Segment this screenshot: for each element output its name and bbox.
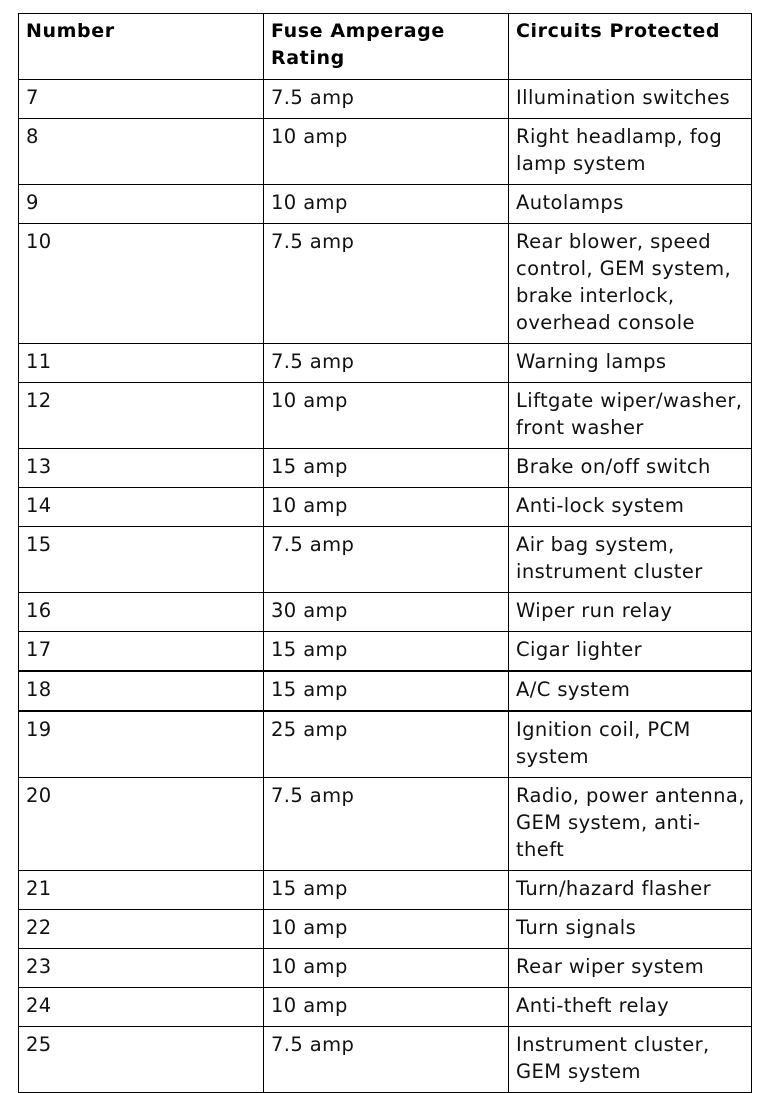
table-row — [19, 949, 752, 988]
cell-number: 22 — [19, 910, 264, 949]
table-row — [19, 344, 752, 383]
cell-circuits-protected: Radio, power antenna, GEM system, anti-theft — [509, 778, 752, 871]
table-body — [19, 80, 752, 1093]
cell-fuse-rating: 7.5 amp — [264, 224, 509, 344]
cell-number: 9 — [19, 185, 264, 224]
table-row — [19, 1027, 752, 1093]
cell-circuits-protected: Illumination switches — [509, 80, 752, 119]
cell-fuse-rating: 7.5 amp — [264, 778, 509, 871]
table-row — [19, 80, 752, 119]
cell-fuse-rating: 15 amp — [264, 871, 509, 910]
table-row — [19, 910, 752, 949]
cell-circuits-protected: A/C system — [509, 671, 752, 711]
cell-fuse-rating: 15 amp — [264, 632, 509, 672]
cell-number: 21 — [19, 871, 264, 910]
cell-circuits-protected: Liftgate wiper/washer, front washer — [509, 383, 752, 449]
cell-number: 7 — [19, 80, 264, 119]
cell-number: 14 — [19, 488, 264, 527]
cell-circuits-protected: Anti-lock system — [509, 488, 752, 527]
cell-circuits-protected: Brake on/off switch — [509, 449, 752, 488]
cell-circuits-protected: Ignition coil, PCM system — [509, 711, 752, 778]
table-row — [19, 383, 752, 449]
cell-circuits-protected: Anti-theft relay — [509, 988, 752, 1027]
cell-fuse-rating: 10 amp — [264, 988, 509, 1027]
cell-fuse-rating: 15 amp — [264, 449, 509, 488]
cell-number: 17 — [19, 632, 264, 672]
cell-fuse-rating: 10 amp — [264, 488, 509, 527]
table-row — [19, 224, 752, 344]
cell-circuits-protected: Instrument cluster, GEM system — [509, 1027, 752, 1093]
cell-number: 23 — [19, 949, 264, 988]
cell-circuits-protected: Cigar lighter — [509, 632, 752, 672]
cell-fuse-rating: 25 amp — [264, 711, 509, 778]
cell-number: 8 — [19, 119, 264, 185]
table-row — [19, 593, 752, 632]
table-row — [19, 488, 752, 527]
cell-number: 18 — [19, 671, 264, 711]
cell-number: 12 — [19, 383, 264, 449]
cell-circuits-protected: Turn signals — [509, 910, 752, 949]
cell-circuits-protected: Air bag system, instrument cluster — [509, 527, 752, 593]
cell-fuse-rating: 7.5 amp — [264, 344, 509, 383]
cell-circuits-protected: Rear wiper system — [509, 949, 752, 988]
fuse-table — [18, 13, 752, 1093]
cell-fuse-rating: 10 amp — [264, 910, 509, 949]
cell-circuits-protected: Rear blower, speed control, GEM system, brake interlock, overhead console — [509, 224, 752, 344]
cell-fuse-rating: 10 amp — [264, 185, 509, 224]
table-row — [19, 632, 752, 672]
table-row — [19, 527, 752, 593]
cell-fuse-rating: 10 amp — [264, 119, 509, 185]
cell-fuse-rating: 7.5 amp — [264, 80, 509, 119]
header-fuse-amperage-rating: Fuse Amperage Rating — [264, 14, 509, 80]
cell-fuse-rating: 10 amp — [264, 949, 509, 988]
cell-number: 15 — [19, 527, 264, 593]
header-circuits-protected: Circuits Protected — [509, 14, 752, 80]
table-header-row — [19, 14, 752, 80]
cell-fuse-rating: 7.5 amp — [264, 1027, 509, 1093]
cell-number: 16 — [19, 593, 264, 632]
cell-fuse-rating: 15 amp — [264, 671, 509, 711]
cell-number: 24 — [19, 988, 264, 1027]
cell-number: 25 — [19, 1027, 264, 1093]
cell-fuse-rating: 7.5 amp — [264, 527, 509, 593]
cell-number: 11 — [19, 344, 264, 383]
table-row — [19, 449, 752, 488]
cell-fuse-rating: 10 amp — [264, 383, 509, 449]
cell-number: 19 — [19, 711, 264, 778]
table-row — [19, 871, 752, 910]
table-row — [19, 778, 752, 871]
table-row — [19, 671, 752, 711]
cell-circuits-protected: Autolamps — [509, 185, 752, 224]
cell-circuits-protected: Turn/hazard flasher — [509, 871, 752, 910]
cell-circuits-protected: Wiper run relay — [509, 593, 752, 632]
table-row — [19, 119, 752, 185]
cell-fuse-rating: 30 amp — [264, 593, 509, 632]
cell-circuits-protected: Right headlamp, fog lamp system — [509, 119, 752, 185]
cell-number: 10 — [19, 224, 264, 344]
table-row — [19, 185, 752, 224]
cell-circuits-protected: Warning lamps — [509, 344, 752, 383]
header-number: Number — [19, 14, 264, 80]
cell-number: 20 — [19, 778, 264, 871]
table-row — [19, 711, 752, 778]
cell-number: 13 — [19, 449, 264, 488]
table-row — [19, 988, 752, 1027]
